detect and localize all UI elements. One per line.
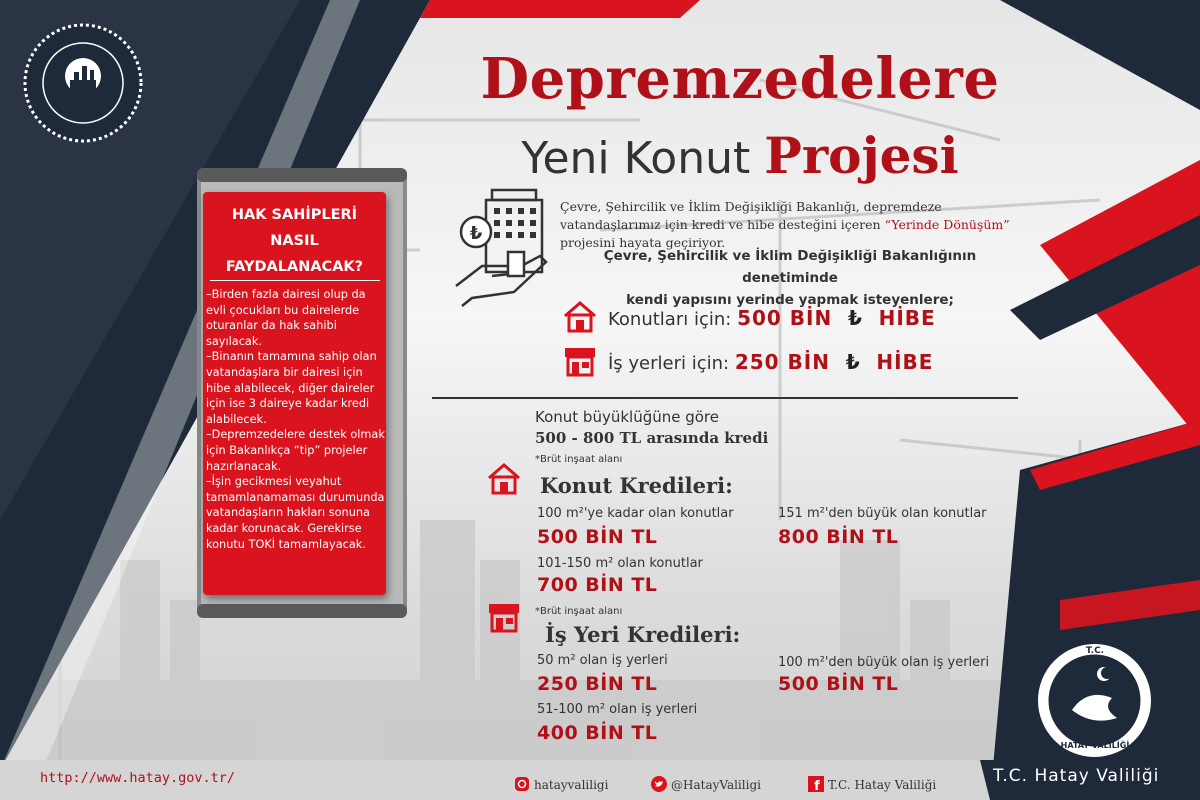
card-title-line2: NASIL — [270, 233, 319, 249]
subtitle-line2: kendi yapısını yerinde yapmak isteyenlere; — [626, 292, 954, 308]
hibe-konut-label: Konutları için: — [608, 309, 732, 330]
isyeri-note: *Brüt inşaat alanı — [535, 606, 623, 617]
svg-text:₺: ₺ — [469, 223, 483, 244]
intro-part1: Çevre, Şehircilik ve İklim Değişikliği Bakanlığı, depremdeze vatandaşlarımız için kredi ve hibe desteğini içeren — [560, 199, 942, 232]
konut-item3-label: 151 m²'den büyük olan konutlar — [778, 506, 987, 521]
website-link[interactable]: http://www.hatay.gov.tr/ — [40, 770, 236, 786]
hibe-isyeri — [608, 350, 933, 374]
konut-item1-amount: 500 BİN TL — [537, 526, 658, 548]
konut-header: Konut Kredileri: — [540, 473, 733, 498]
konut-note: *Brüt inşaat alanı — [535, 454, 623, 465]
isyeri-header: İş Yeri Kredileri: — [545, 622, 741, 647]
isyeri-item1-label: 50 m² olan iş yerleri — [537, 653, 668, 668]
title-line2 — [440, 126, 1040, 185]
title-line1: Depremzedelere — [480, 46, 1000, 112]
facebook-icon[interactable] — [808, 776, 824, 792]
house-icon — [562, 300, 598, 334]
title-line2-bold: Projesi — [764, 126, 959, 185]
title-line2-prefix: Yeni Konut — [521, 133, 751, 184]
lira-icon: ₺ — [847, 306, 863, 330]
hibe-konut-amount: 500 BİN — [737, 306, 833, 330]
svg-text:f: f — [814, 779, 820, 792]
card-title-line3: FAYDALANACAK? — [225, 259, 364, 275]
valilik-logo-top: T.C. — [1085, 646, 1105, 656]
shop-icon — [486, 600, 522, 634]
hibe-konut — [608, 306, 936, 330]
instagram-icon[interactable] — [514, 776, 530, 792]
org-name: T.C. Hatay Valiliği — [993, 766, 1160, 786]
house-icon — [486, 462, 522, 496]
facebook-handle[interactable]: T.C. Hatay Valiliği — [828, 778, 937, 792]
card-title-line1: HAK SAHİPLERİ — [231, 207, 358, 223]
hibe-isyeri-label: İş yerleri için: — [608, 353, 730, 374]
twitter-handle[interactable]: @HatayValiligi — [671, 778, 761, 792]
ministry-logo — [18, 18, 148, 148]
twitter-icon[interactable] — [651, 776, 667, 792]
card-divider — [210, 280, 380, 281]
card-text — [206, 287, 386, 552]
isyeri-item1-amount: 250 BİN TL — [537, 673, 658, 695]
building-hand-icon — [452, 186, 562, 314]
card-paragraph: –İşin gecikmesi veyahut tamamlanamaması durumunda vatandaşların hakları sonuna kadar korunacak. Gerekirse konutu TOKİ tamamlayacak. — [206, 475, 385, 551]
intro-text — [560, 198, 1040, 252]
divider — [432, 397, 1018, 399]
lira-icon: ₺ — [845, 350, 861, 374]
subtitle — [580, 245, 1000, 311]
hibe-konut-word: HİBE — [878, 306, 936, 330]
kredi-intro-line2: 500 - 800 TL arasında kredi — [535, 429, 769, 447]
isyeri-item3-label: 100 m²'den büyük olan iş yerleri — [778, 655, 990, 670]
isyeri-item2-amount: 400 BİN TL — [537, 722, 658, 744]
card-paragraph: –Birden fazla dairesi olup da evli çocukları bu dairelerde oturanlar da hak sahibi sayılacak. — [206, 288, 366, 348]
isyeri-item3-amount: 500 BİN TL — [778, 673, 899, 695]
subtitle-line1: Çevre, Şehircilik ve İklim Değişikliği Bakanlığının denetiminde — [603, 248, 977, 286]
valilik-logo-bottom: HATAY VALİLİĞİ — [1060, 741, 1130, 750]
kredi-intro-line1: Konut büyüklüğüne göre — [535, 408, 719, 426]
card-title — [203, 202, 386, 280]
intro-quote: “Yerinde Dönüşüm” — [884, 217, 1010, 232]
konut-item2-label: 101-150 m² olan konutlar — [537, 556, 703, 571]
isyeri-item2-label: 51-100 m² olan iş yerleri — [537, 702, 698, 717]
instagram-handle[interactable]: hatayvaliligi — [534, 778, 609, 792]
hibe-isyeri-word: HİBE — [876, 350, 934, 374]
shop-icon — [562, 344, 598, 378]
card-paragraph: –Depremzedelere destek olmak için Bakanlıkça “tip” projeler hazırlanacak. — [206, 428, 385, 473]
intro-part2: projesini hayata geçiriyor. — [560, 235, 726, 250]
konut-item3-amount: 800 BİN TL — [778, 526, 899, 548]
card-paragraph: –Binanın tamamına sahip olan vatandaşlara bir dairesi için hibe alabilecek, diğer daireler için ise 3 daireye kadar kredi alabilecek. — [206, 350, 377, 426]
konut-item1-label: 100 m²'ye kadar olan konutlar — [537, 506, 734, 521]
konut-item2-amount: 700 BİN TL — [537, 574, 658, 596]
hibe-isyeri-amount: 250 BİN — [734, 350, 830, 374]
